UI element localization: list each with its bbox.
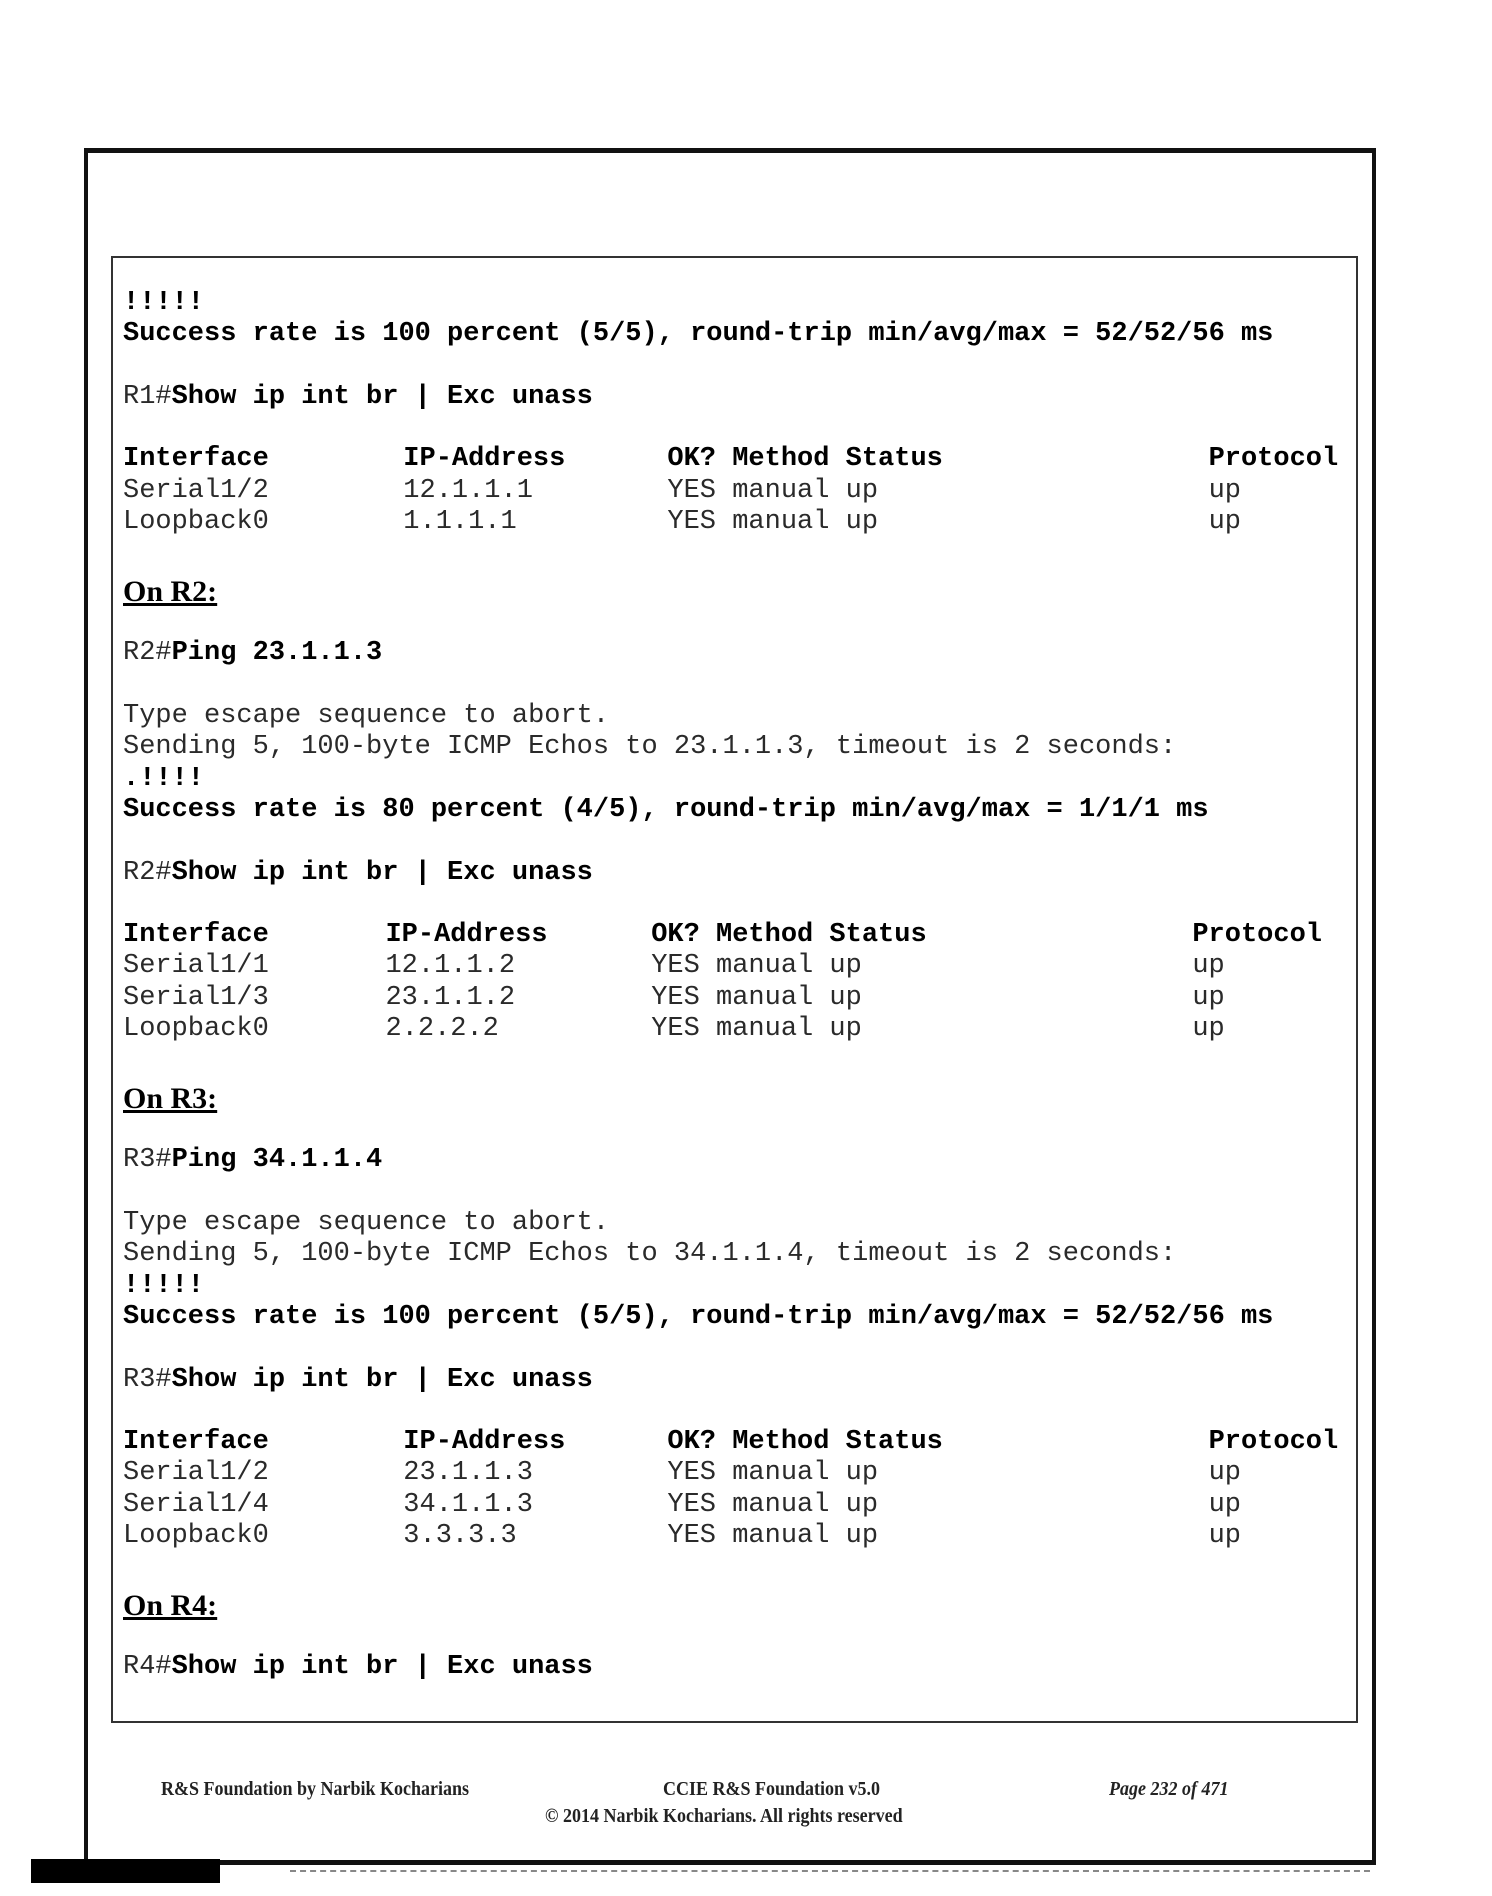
command-line bbox=[123, 638, 1273, 669]
interface-table-r2 bbox=[123, 920, 1322, 1045]
cell: YES manual up bbox=[667, 1520, 879, 1551]
ping-success-line: Success rate is 80 percent (4/5), round-trip min/avg/max = 1/1/1 ms bbox=[123, 794, 1209, 825]
col-protocol: Protocol bbox=[1208, 1427, 1339, 1458]
ping-success-line: Success rate is 100 percent (5/5), round-trip min/avg/max = 52/52/56 ms bbox=[123, 319, 1274, 350]
command: Ping 34.1.1.4 bbox=[171, 1145, 383, 1176]
cell: 12.1.1.1 bbox=[403, 475, 533, 506]
cell: up bbox=[1208, 475, 1241, 506]
cell: up bbox=[1192, 982, 1225, 1013]
cell: YES manual up bbox=[667, 475, 879, 506]
command: Show ip int br | Exc unass bbox=[171, 1652, 593, 1683]
output-line: Type escape sequence to abort. bbox=[123, 1208, 610, 1239]
cell: Loopback0 bbox=[123, 1014, 269, 1045]
cli-output bbox=[123, 288, 1339, 1684]
table-header bbox=[123, 444, 1339, 475]
prompt: R4# bbox=[123, 1652, 172, 1683]
cell: Serial1/1 bbox=[123, 951, 269, 982]
col-protocol: Protocol bbox=[1208, 444, 1339, 475]
cell: YES manual up bbox=[667, 1489, 879, 1520]
command-line bbox=[123, 1145, 1273, 1176]
command: Ping 23.1.1.3 bbox=[171, 638, 383, 669]
command: Show ip int br | Exc unass bbox=[171, 857, 593, 888]
table-row bbox=[123, 1521, 1273, 1552]
cell: Serial1/3 bbox=[123, 982, 269, 1013]
command-line bbox=[123, 382, 1273, 413]
col-protocol: Protocol bbox=[1192, 920, 1322, 951]
cell: YES manual up bbox=[651, 951, 862, 982]
cell: YES manual up bbox=[651, 1014, 862, 1045]
cell: up bbox=[1192, 951, 1225, 982]
col-interface: Interface bbox=[123, 444, 269, 475]
command-line bbox=[123, 858, 1273, 889]
ping-result-bangs: .!!!! bbox=[123, 763, 205, 794]
col-ok-method-status: OK? Method Status bbox=[667, 444, 943, 475]
output-line: Sending 5, 100-byte ICMP Echos to 23.1.1.3, timeout is 2 seconds: bbox=[123, 732, 1177, 763]
cell: 2.2.2.2 bbox=[385, 1014, 499, 1045]
footer-left: R&S Foundation by Narbik Kocharians bbox=[161, 1778, 470, 1800]
col-ip: IP-Address bbox=[385, 920, 548, 951]
cell: 3.3.3.3 bbox=[403, 1520, 517, 1551]
table-row bbox=[123, 1490, 1273, 1521]
col-ok-method-status: OK? Method Status bbox=[651, 920, 927, 951]
scan-artifact-line bbox=[290, 1870, 1370, 1872]
command: Show ip int br | Exc unass bbox=[171, 381, 593, 412]
footer-page-number: Page 232 of 471 bbox=[1109, 1778, 1229, 1800]
col-interface: Interface bbox=[123, 920, 269, 951]
cell: 1.1.1.1 bbox=[403, 507, 517, 538]
cell: up bbox=[1208, 507, 1241, 538]
footer-copyright: © 2014 Narbik Kocharians. All rights reserved bbox=[545, 1805, 903, 1827]
cell: Serial1/2 bbox=[123, 1458, 269, 1489]
section-heading-r3: On R3: bbox=[123, 1081, 218, 1115]
table-row bbox=[123, 1458, 1273, 1489]
cell: up bbox=[1208, 1489, 1241, 1520]
prompt: R3# bbox=[123, 1364, 172, 1395]
redaction-block bbox=[31, 1859, 220, 1883]
cell: 34.1.1.3 bbox=[403, 1489, 533, 1520]
prompt: R2# bbox=[123, 638, 172, 669]
cell: YES manual up bbox=[667, 1458, 879, 1489]
section-heading-r4: On R4: bbox=[123, 1588, 218, 1622]
interface-table-r1 bbox=[123, 444, 1339, 538]
col-ip: IP-Address bbox=[403, 444, 566, 475]
cell: up bbox=[1208, 1520, 1241, 1551]
table-row bbox=[123, 476, 1273, 507]
interface-table-r3 bbox=[123, 1427, 1339, 1552]
command-line bbox=[123, 1365, 1273, 1396]
table-header bbox=[123, 920, 1322, 951]
command: Show ip int br | Exc unass bbox=[171, 1364, 593, 1395]
output-line: Sending 5, 100-byte ICMP Echos to 34.1.1.4, timeout is 2 seconds: bbox=[123, 1239, 1177, 1270]
command-line bbox=[123, 1652, 1273, 1683]
cell: YES manual up bbox=[667, 507, 879, 538]
cell: up bbox=[1192, 1014, 1225, 1045]
ping-result-bangs: !!!!! bbox=[123, 1270, 205, 1301]
col-ok-method-status: OK? Method Status bbox=[667, 1427, 943, 1458]
cell: Loopback0 bbox=[123, 507, 269, 538]
cell: 23.1.1.2 bbox=[385, 982, 516, 1013]
cell: 23.1.1.3 bbox=[403, 1458, 533, 1489]
cell: 12.1.1.2 bbox=[385, 951, 516, 982]
table-row bbox=[123, 983, 1273, 1014]
ping-result-bangs: !!!!! bbox=[123, 288, 205, 318]
table-header bbox=[123, 1427, 1339, 1458]
prompt: R1# bbox=[123, 381, 172, 412]
footer-center: CCIE R&S Foundation v5.0 bbox=[663, 1778, 881, 1800]
cell: YES manual up bbox=[651, 982, 862, 1013]
ping-success-line: Success rate is 100 percent (5/5), round-trip min/avg/max = 52/52/56 ms bbox=[123, 1301, 1274, 1332]
prompt: R3# bbox=[123, 1145, 172, 1176]
cell: Loopback0 bbox=[123, 1520, 269, 1551]
col-ip: IP-Address bbox=[403, 1427, 566, 1458]
cell: Serial1/4 bbox=[123, 1489, 269, 1520]
table-row bbox=[123, 951, 1273, 982]
cell: up bbox=[1208, 1458, 1241, 1489]
col-interface: Interface bbox=[123, 1427, 269, 1458]
output-line: Type escape sequence to abort. bbox=[123, 701, 610, 732]
table-row bbox=[123, 1014, 1273, 1045]
cell: Serial1/2 bbox=[123, 475, 269, 506]
table-row bbox=[123, 507, 1273, 538]
prompt: R2# bbox=[123, 857, 172, 888]
section-heading-r2: On R2: bbox=[123, 574, 218, 608]
